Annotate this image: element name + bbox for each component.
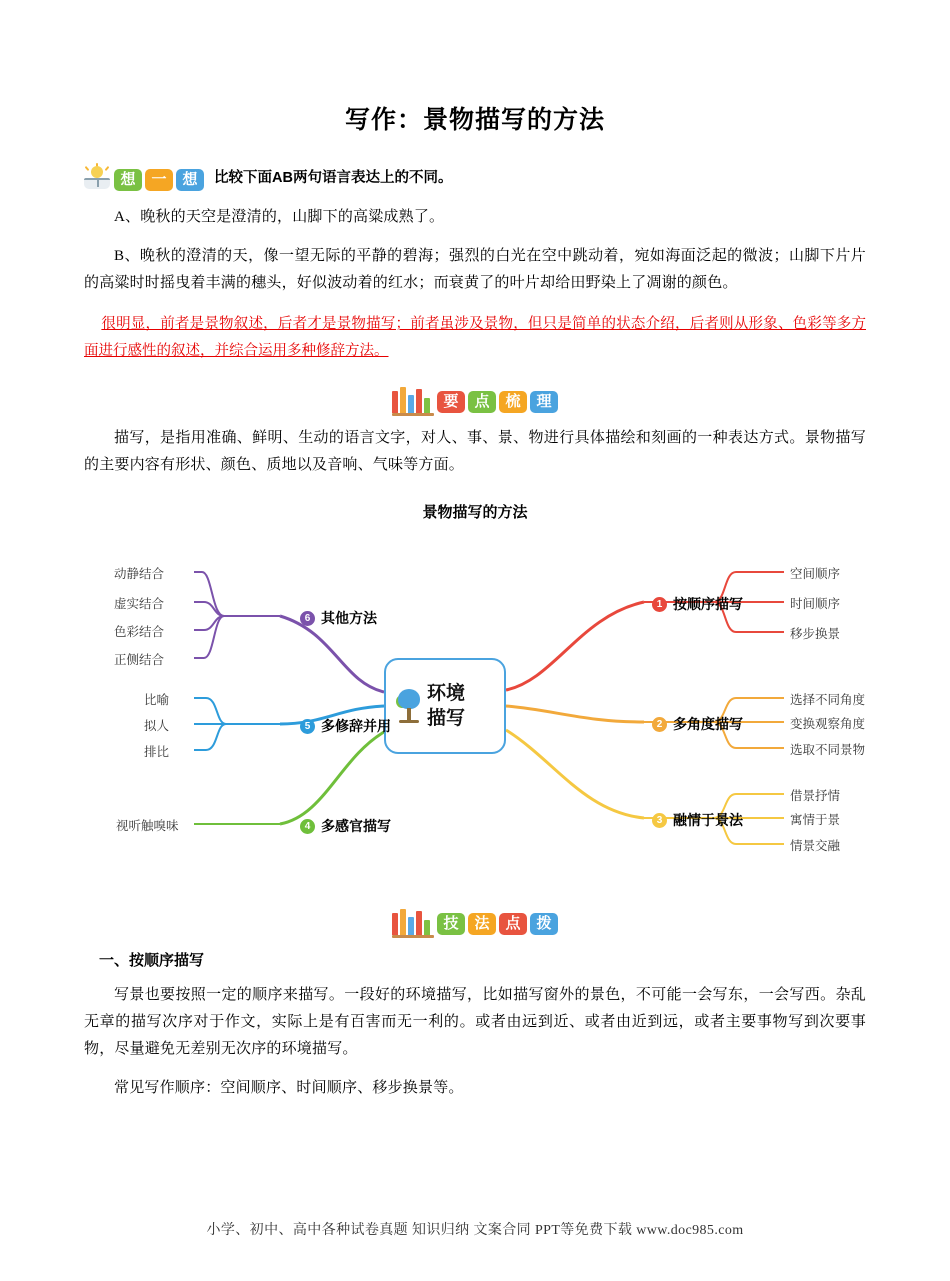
red-analysis-note: 很明显，前者是景物叙述，后者才是景物描写；前者虽涉及景物，但只是简单的状态介绍，后者则从形象、色彩等多方面进行感性的叙述，并综合运用多种修辞方法。 [84, 316, 866, 359]
leaf-label: 移步换景 [790, 627, 841, 641]
think-hint-text: 比较下面AB两句语言表达上的不同。 [214, 170, 453, 186]
branch-text: 融情于景法 [673, 812, 743, 828]
badge-chip: 点 [499, 913, 527, 935]
branch-text: 多角度描写 [673, 716, 743, 732]
branch-label-other-methods [300, 608, 377, 628]
badge-chip: 要 [437, 391, 465, 413]
sentence-b: B、晚秋的澄清的天，像一望无际的平静的碧海；强烈的白光在空中跳动着，宛如海面泛起的微波；山脚下片片的高粱时时摇曳着丰满的穗头，好似波动着的红水；而衰黄了的叶片却给田野染上了凋谢的颜色。 [84, 248, 866, 291]
branch-number: 4 [300, 819, 315, 834]
branch-label-emotion [652, 810, 743, 830]
leaf-label: 视听触嗅味 [116, 819, 179, 833]
badge-chip: 拨 [530, 913, 558, 935]
branch-number: 5 [300, 719, 315, 734]
think-badge [84, 165, 204, 191]
page-footer: 小学、初中、高中各种试卷真题 知识归纳 文案合同 PPT等免费下载 www.doc985.com [206, 1223, 744, 1238]
sentence-a: A、晚秋的天空是澄清的，山脚下的高粱成熟了。 [114, 209, 445, 225]
badge-chip: 法 [468, 913, 496, 935]
mindmap-title: 景物描写的方法 [422, 504, 528, 521]
branch-text: 其他方法 [321, 610, 377, 626]
badge-chip: 技 [437, 913, 465, 935]
branch-number: 1 [652, 597, 667, 612]
branch-text: 按顺序描写 [673, 596, 743, 612]
leaf-label: 色彩结合 [114, 625, 165, 639]
leaf-label: 正侧结合 [114, 653, 165, 667]
leaf-label: 比喻 [144, 693, 170, 707]
badge-chip: 理 [530, 391, 558, 413]
badge-chip: 一 [145, 169, 173, 191]
leaf-label: 虚实结合 [114, 597, 165, 611]
page-title: 写作：景物描写的方法 [344, 106, 605, 134]
branch-label-senses [300, 816, 391, 836]
section-one-paragraph-2: 常见写作顺序：空间顺序、时间顺序、移步换景等。 [114, 1080, 464, 1096]
branch-label-rhetoric [300, 716, 391, 736]
branch-label-order [652, 594, 743, 614]
tree-icon [396, 689, 422, 723]
key-points-badge [392, 385, 558, 413]
leaf-label: 选择不同角度 [790, 693, 866, 707]
leaf-label: 选取不同景物 [790, 743, 866, 757]
leaf-label: 排比 [144, 745, 170, 759]
key-points-badge-row [84, 385, 866, 413]
books-icon [392, 907, 434, 935]
skills-badge [392, 907, 558, 935]
lamp-book-icon [84, 165, 110, 191]
branch-label-angles [652, 714, 743, 734]
skills-badge-row [84, 907, 866, 935]
think-hint-row [84, 164, 866, 192]
badge-chip: 点 [468, 391, 496, 413]
branch-text: 多修辞并用 [321, 718, 391, 734]
branch-text: 多感官描写 [321, 818, 391, 834]
branch-number: 2 [652, 717, 667, 732]
leaf-label: 变换观察角度 [790, 717, 866, 731]
leaf-label: 空间顺序 [790, 567, 841, 581]
badge-chip: 想 [114, 169, 142, 191]
books-icon [392, 385, 434, 413]
badge-chip: 梳 [499, 391, 527, 413]
leaf-label: 动静结合 [114, 567, 165, 581]
section-one-paragraph: 写景也要按照一定的顺序来描写。一段好的环境描写，比如描写窗外的景色，不可能一会写东，一会写西。杂乱无章的描写次序对于作文，实际上是有百害而无一利的。或者由远到近、或者由近到远，或者主要事物写到次要事物，尽量避免无差别无次序的环境描写。 [84, 987, 866, 1057]
mindmap [84, 532, 866, 887]
branch-number: 3 [652, 813, 667, 828]
leaf-label: 拟人 [144, 719, 170, 733]
leaf-label: 寓情于景 [790, 813, 841, 827]
definition-paragraph: 描写，是指用准确、鲜明、生动的语言文字，对人、事、景、物进行具体描绘和刻画的一种表达方式。景物描写的主要内容有形状、颜色、质地以及音响、气味等方面。 [84, 430, 866, 473]
leaf-label: 借景抒情 [790, 789, 841, 803]
mindmap-center-label: 环境 描写 [427, 683, 466, 729]
branch-number: 6 [300, 611, 315, 626]
leaf-label: 情景交融 [790, 839, 841, 853]
section-one-heading: 一、按顺序描写 [99, 952, 205, 969]
mindmap-center-node [384, 658, 506, 754]
leaf-label: 时间顺序 [790, 597, 841, 611]
badge-chip: 想 [176, 169, 204, 191]
